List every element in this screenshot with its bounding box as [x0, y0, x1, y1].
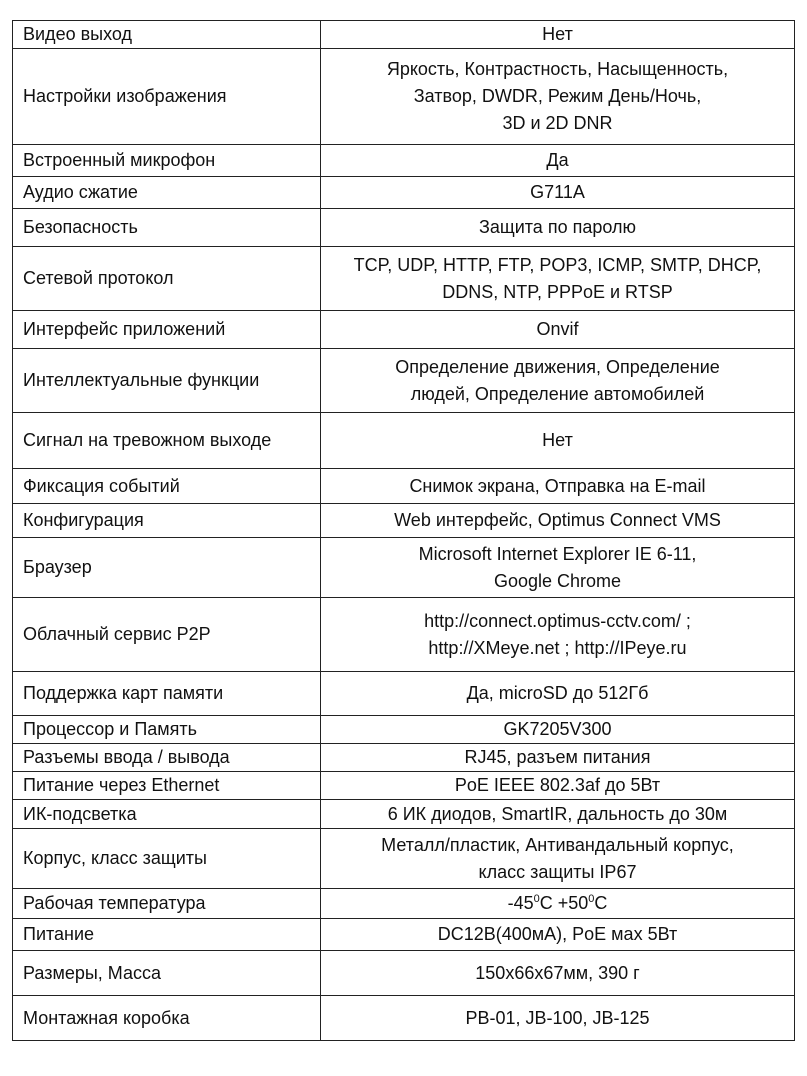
row-value: Яркость, Контрастность, Насыщенность, Затвор, DWDR, Режим День/Ночь, 3D и 2D DNR [321, 49, 795, 145]
table-row [13, 996, 795, 1041]
temperature-range: $-45^0C +50^0C$ [507, 893, 608, 913]
row-label: Сетевой протокол [13, 247, 321, 311]
table-row [13, 311, 795, 349]
row-value: http://connect.optimus-cctv.com/ ; http://XMeye.net ; http://IPeye.ru [321, 598, 795, 672]
table-row [13, 716, 795, 744]
table-row [13, 919, 795, 951]
table-row [13, 504, 795, 538]
row-value: Да [321, 145, 795, 177]
row-value [321, 889, 795, 919]
table-row [13, 145, 795, 177]
row-value: DC12В(400мА), PoE мах 5Вт [321, 919, 795, 951]
row-value: PoE IEEE 802.3af до 5Вт [321, 772, 795, 800]
row-label: Монтажная коробка [13, 996, 321, 1041]
row-label: Процессор и Память [13, 716, 321, 744]
table-row [13, 538, 795, 598]
row-label: Интерфейс приложений [13, 311, 321, 349]
row-value: Снимок экрана, Отправка на E-mail [321, 469, 795, 504]
row-label: Видео выход [13, 21, 321, 49]
row-value: 150х66х67мм, 390 г [321, 951, 795, 996]
table-row [13, 598, 795, 672]
table-row [13, 889, 795, 919]
row-value: Web интерфейс, Optimus Connect VMS [321, 504, 795, 538]
row-value: Определение движения, Определение людей, Определение автомобилей [321, 349, 795, 413]
row-label: Браузер [13, 538, 321, 598]
table-row [13, 744, 795, 772]
row-label: Конфигурация [13, 504, 321, 538]
row-label: ИК-подсветка [13, 800, 321, 829]
row-value: Металл/пластик, Антивандальный корпус, класс защиты IP67 [321, 829, 795, 889]
row-value: Защита по паролю [321, 209, 795, 247]
row-label: Поддержка карт памяти [13, 672, 321, 716]
table-row [13, 177, 795, 209]
table-row [13, 951, 795, 996]
row-value: Да, microSD до 512Гб [321, 672, 795, 716]
row-label: Разъемы ввода / вывода [13, 744, 321, 772]
row-label: Настройки изображения [13, 49, 321, 145]
table-row [13, 672, 795, 716]
row-label: Сигнал на тревожном выходе [13, 413, 321, 469]
row-value: Нет [321, 21, 795, 49]
row-value: Onvif [321, 311, 795, 349]
row-value: G711A [321, 177, 795, 209]
row-label: Встроенный микрофон [13, 145, 321, 177]
row-value: GK7205V300 [321, 716, 795, 744]
row-label: Размеры, Масса [13, 951, 321, 996]
row-label: Питание [13, 919, 321, 951]
row-label: Аудио сжатие [13, 177, 321, 209]
table-row [13, 800, 795, 829]
table-row [13, 469, 795, 504]
row-label: Безопасность [13, 209, 321, 247]
table-row [13, 247, 795, 311]
row-value: Microsoft Internet Explorer IE 6-11, Google Chrome [321, 538, 795, 598]
row-label: Корпус, класс защиты [13, 829, 321, 889]
row-value: 6 ИК диодов, SmartIR, дальность до 30м [321, 800, 795, 829]
row-label: Облачный сервис P2P [13, 598, 321, 672]
table-row [13, 21, 795, 49]
row-label: Фиксация событий [13, 469, 321, 504]
table-row [13, 349, 795, 413]
spec-table [12, 20, 795, 1041]
table-row [13, 413, 795, 469]
row-label: Питание через Ethernet [13, 772, 321, 800]
table-row [13, 49, 795, 145]
row-value: Нет [321, 413, 795, 469]
row-label: Интеллектуальные функции [13, 349, 321, 413]
table-row [13, 829, 795, 889]
row-value: TCP, UDP, HTTP, FTP, POP3, ICMP, SMTP, DHCP, DDNS, NTP, PPPoE и RTSP [321, 247, 795, 311]
row-label: Рабочая температура [13, 889, 321, 919]
row-value: RJ45, разъем питания [321, 744, 795, 772]
table-row [13, 772, 795, 800]
row-value: PB-01, JB-100, JB-125 [321, 996, 795, 1041]
table-row [13, 209, 795, 247]
